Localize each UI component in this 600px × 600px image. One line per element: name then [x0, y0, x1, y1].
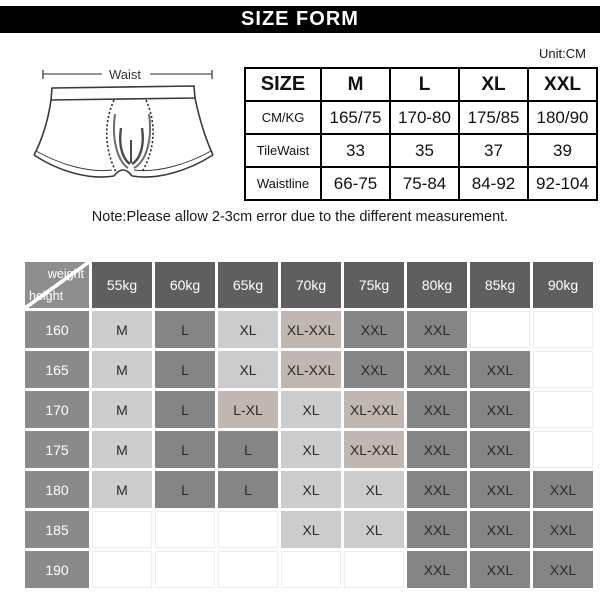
size-recommendation-cell: XXL — [344, 311, 404, 348]
size-recommendation-cell: XXL — [407, 351, 467, 388]
matrix-corner-cell — [25, 262, 89, 308]
height-header-cell: 160 — [25, 311, 89, 348]
height-header-cell: 175 — [25, 431, 89, 468]
size-table-row — [245, 134, 597, 167]
size-table-header-row — [245, 68, 597, 101]
size-recommendation-cell: XXL — [470, 471, 530, 508]
size-recommendation-cell: XL-XXL — [344, 431, 404, 468]
size-table-body — [245, 68, 597, 200]
height-header-cell: 170 — [25, 391, 89, 428]
size-recommendation-cell: L — [155, 391, 215, 428]
size-recommendation-cell: XL — [281, 391, 341, 428]
matrix-header-row — [25, 262, 593, 308]
weight-header-cell: 70kg — [281, 262, 341, 308]
size-table-row — [245, 167, 597, 200]
weight-header-cell: 75kg — [344, 262, 404, 308]
size-value-cell: 170-80 — [390, 101, 459, 134]
size-value-cell: 39 — [528, 134, 597, 167]
size-recommendation-cell: XXL — [470, 391, 530, 428]
size-recommendation-cell: M — [92, 471, 152, 508]
size-recommendation-cell: L — [218, 431, 278, 468]
size-column-header: XL — [459, 68, 528, 101]
size-recommendation-cell — [218, 551, 278, 588]
matrix-row — [25, 511, 593, 548]
size-recommendation-cell: L — [155, 311, 215, 348]
unit-label: Unit:CM — [539, 46, 586, 61]
matrix-body — [25, 262, 593, 588]
size-recommendation-cell: XXL — [407, 471, 467, 508]
size-recommendation-cell: XXL — [533, 551, 593, 588]
size-recommendation-cell: XXL — [344, 351, 404, 388]
size-recommendation-cell: L-XL — [218, 391, 278, 428]
size-recommendation-cell — [533, 351, 593, 388]
size-recommendation-cell: XXL — [533, 471, 593, 508]
weight-header-cell: 55kg — [92, 262, 152, 308]
size-recommendation-cell: L — [155, 351, 215, 388]
size-value-cell: 75-84 — [390, 167, 459, 200]
size-recommendation-cell: XXL — [407, 511, 467, 548]
size-matrix-table — [22, 259, 596, 591]
height-header-cell: 165 — [25, 351, 89, 388]
size-row-label: TileWaist — [245, 134, 321, 167]
size-recommendation-cell — [470, 311, 530, 348]
weight-header-cell: 85kg — [470, 262, 530, 308]
size-recommendation-cell: XXL — [533, 511, 593, 548]
height-header-cell: 185 — [25, 511, 89, 548]
weight-header-cell: 60kg — [155, 262, 215, 308]
size-recommendation-cell: M — [92, 311, 152, 348]
size-recommendation-cell — [92, 551, 152, 588]
size-value-cell: 84-92 — [459, 167, 528, 200]
size-recommendation-cell: XXL — [407, 551, 467, 588]
size-recommendation-cell: XL-XXL — [281, 351, 341, 388]
size-column-header: XXL — [528, 68, 597, 101]
size-value-cell: 180/90 — [528, 101, 597, 134]
size-value-cell: 165/75 — [321, 101, 390, 134]
size-column-header: L — [390, 68, 459, 101]
size-recommendation-cell: L — [218, 471, 278, 508]
size-recommendation-cell: XL-XXL — [344, 391, 404, 428]
size-value-cell: 66-75 — [321, 167, 390, 200]
weight-header-cell: 80kg — [407, 262, 467, 308]
size-recommendation-cell: L — [155, 431, 215, 468]
boxer-drawing-icon — [28, 52, 240, 200]
matrix-row — [25, 391, 593, 428]
page-title: SIZE FORM — [241, 8, 359, 30]
size-recommendation-cell: M — [92, 391, 152, 428]
size-recommendation-cell: XL — [281, 471, 341, 508]
weight-header-cell: 65kg — [218, 262, 278, 308]
size-recommendation-cell: XL — [218, 351, 278, 388]
matrix-row — [25, 431, 593, 468]
size-recommendation-cell — [218, 511, 278, 548]
size-recommendation-cell — [533, 391, 593, 428]
banner — [0, 6, 600, 33]
size-recommendation-cell — [344, 551, 404, 588]
size-recommendation-cell: XL — [344, 511, 404, 548]
size-recommendation-cell — [281, 551, 341, 588]
size-recommendation-cell — [533, 311, 593, 348]
size-value-cell: 37 — [459, 134, 528, 167]
size-recommendation-cell: XXL — [470, 431, 530, 468]
size-recommendation-cell: XL-XXL — [281, 311, 341, 348]
size-recommendation-cell: XL — [344, 471, 404, 508]
matrix-row — [25, 471, 593, 508]
height-header-cell: 180 — [25, 471, 89, 508]
size-recommendation-cell: XXL — [470, 551, 530, 588]
size-value-cell: 33 — [321, 134, 390, 167]
size-value-cell: 175/85 — [459, 101, 528, 134]
size-recommendation-cell: XXL — [407, 391, 467, 428]
corner-weight-label: weight — [47, 267, 84, 281]
matrix-row — [25, 551, 593, 588]
matrix-row — [25, 351, 593, 388]
size-recommendation-cell: XL — [218, 311, 278, 348]
size-recommendation-cell — [155, 551, 215, 588]
size-recommendation-cell: M — [92, 351, 152, 388]
size-recommendation-cell — [92, 511, 152, 548]
size-recommendation-cell: XXL — [470, 351, 530, 388]
note-text: Note:Please allow 2-3cm error due to the different measurement. — [91, 209, 509, 225]
matrix-row — [25, 311, 593, 348]
size-recommendation-cell: M — [92, 431, 152, 468]
size-value-cell: 35 — [390, 134, 459, 167]
size-row-label: CM/KG — [245, 101, 321, 134]
size-column-header: M — [321, 68, 390, 101]
size-table — [244, 67, 598, 201]
size-recommendation-cell: XL — [281, 511, 341, 548]
size-recommendation-cell: XXL — [407, 311, 467, 348]
size-value-cell: 92-104 — [528, 167, 597, 200]
size-recommendation-cell — [533, 431, 593, 468]
size-recommendation-cell — [155, 511, 215, 548]
weight-header-cell: 90kg — [533, 262, 593, 308]
size-table-row — [245, 101, 597, 134]
height-header-cell: 190 — [25, 551, 89, 588]
size-recommendation-cell: XXL — [470, 511, 530, 548]
corner-height-label: height — [29, 289, 64, 303]
waist-label: Waist — [108, 67, 142, 82]
size-recommendation-cell: XXL — [407, 431, 467, 468]
size-recommendation-cell: XL — [281, 431, 341, 468]
size-recommendation-cell: L — [155, 471, 215, 508]
size-column-header: SIZE — [245, 68, 321, 101]
size-row-label: Waistline — [245, 167, 321, 200]
boxer-figure — [28, 52, 240, 200]
